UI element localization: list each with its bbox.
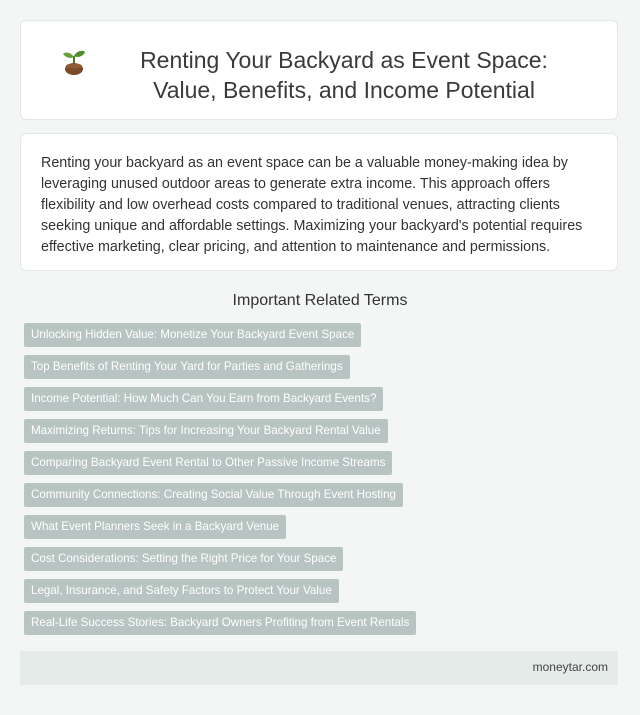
term-tag[interactable]: What Event Planners Seek in a Backyard Venue — [24, 515, 286, 539]
terms-heading: Important Related Terms — [232, 292, 408, 309]
term-tag[interactable]: Community Connections: Creating Social Value Through Event Hosting — [24, 483, 403, 507]
intro-paragraph: Renting your backyard as an event space can be a valuable money-making idea by leveraging unused outdoor areas to generate extra income. This approach offers flexibility and low overhead costs compared to traditional venues, attracting clients seeking unique and affordable settings. Maximizing your backyard's potential requires effective marketing, clear pricing, and attention to maintenance and permissions. — [41, 155, 583, 255]
footer — [20, 651, 618, 685]
page-title: Renting Your Backyard as Event Space: Value, Benefits, and Income Potential — [140, 47, 548, 103]
intro-card — [20, 133, 618, 271]
term-tag[interactable]: Top Benefits of Renting Your Yard for Parties and Gatherings — [24, 355, 350, 379]
term-tag[interactable]: Income Potential: How Much Can You Earn from Backyard Events? — [24, 387, 383, 411]
term-tag[interactable]: Maximizing Returns: Tips for Increasing Your Backyard Rental Value — [24, 419, 388, 443]
terms-list — [24, 323, 618, 643]
term-tag[interactable]: Comparing Backyard Event Rental to Other Passive Income Streams — [24, 451, 392, 475]
footer-site-link[interactable]: moneytar.com — [532, 660, 608, 674]
term-tag[interactable]: Legal, Insurance, and Safety Factors to Protect Your Value — [24, 579, 339, 603]
header-inner — [21, 45, 617, 105]
sprout-icon — [59, 47, 89, 77]
term-tag[interactable]: Unlocking Hidden Value: Monetize Your Backyard Event Space — [24, 323, 361, 347]
term-tag[interactable]: Real-Life Success Stories: Backyard Owners Profiting from Event Rentals — [24, 611, 416, 635]
header-card — [20, 20, 618, 120]
term-tag[interactable]: Cost Considerations: Setting the Right Price for Your Space — [24, 547, 343, 571]
